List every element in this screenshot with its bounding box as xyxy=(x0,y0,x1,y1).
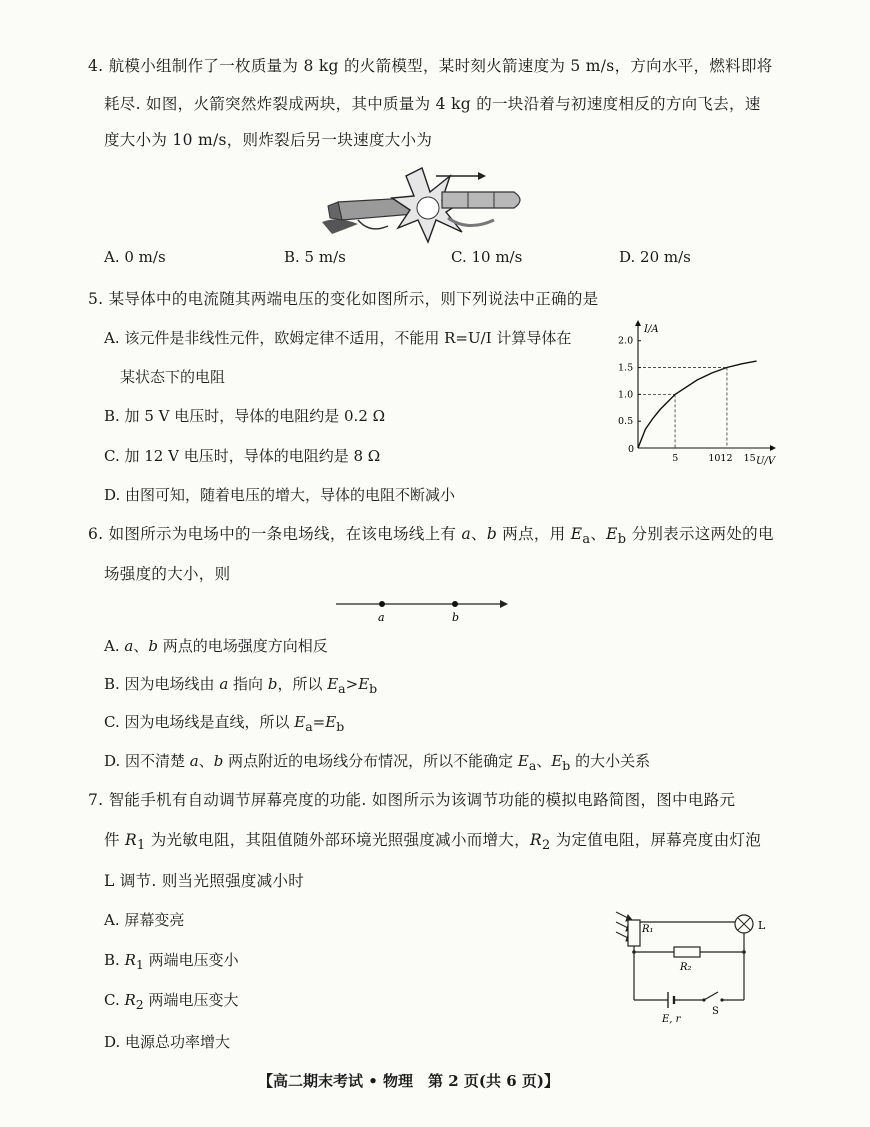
iu-chart xyxy=(610,318,780,468)
x-axis-label: U/V xyxy=(756,456,776,467)
q5-option-b: B. 加 5 V 电压时，导体的电阻约是 0.2 Ω xyxy=(104,407,386,425)
y-axis-arrow xyxy=(635,320,641,326)
q4-line2: 耗尽. 如图，火箭突然炸裂成两块，其中质量为 4 kg 的一块沿着与初速度相反的方向飞去，速 xyxy=(104,95,761,113)
r1-resistor xyxy=(628,920,640,946)
circuit-diagram xyxy=(608,902,778,1028)
q7-option-a: A. 屏幕变亮 xyxy=(104,911,185,929)
y-tick-label: 2.0 xyxy=(618,335,634,347)
y-axis-label: I/A xyxy=(644,324,659,335)
q6-option-a: A. a、b 两点的电场强度方向相反 xyxy=(104,637,328,655)
r2-resistor xyxy=(674,947,700,957)
point-a-dot xyxy=(379,601,385,607)
q4-line3: 度大小为 10 m/s，则炸裂后另一块速度大小为 xyxy=(104,131,433,149)
x-axis-arrow xyxy=(770,445,776,451)
q4-line1: 4. 航模小组制作了一枚质量为 8 kg 的火箭模型，某时刻火箭速度为 5 m/s，方向水平，燃料即将 xyxy=(88,57,773,75)
q6-option-c: C. 因为电场线是直线，所以 $E_a=E_b$ xyxy=(104,713,345,734)
switch-icon xyxy=(704,992,718,1000)
q7-line2: 件 $R_1$ 为光敏电阻，其阻值随外部环境光照强度减小而增大，$R_2$ 为定值电阻，屏幕亮度由灯泡 xyxy=(104,831,762,854)
lamp-label: L xyxy=(758,919,766,932)
q4-option-b: B. 5 m/s xyxy=(284,248,346,266)
q7-line1: 7. 智能手机有自动调节屏幕亮度的功能. 如图所示为该调节功能的模拟电路简图，图中电路元 xyxy=(88,791,736,809)
q6-line1: 6. 如图所示为电场中的一条电场线，在该电场线上有 a、b 两点，用 $E_a$、$E_b$ 分别表示这两处的电 xyxy=(88,525,774,548)
q6-option-d: D. 因不清楚 a、b 两点附近的电场线分布情况，所以不能确定 $E_a$、$E_b$ 的大小关系 xyxy=(104,752,651,773)
q5-stem: 5. 某导体中的电流随其两端电压的变化如图所示，则下列说法中正确的是 xyxy=(88,290,599,308)
point-b-dot xyxy=(452,601,458,607)
q7-line3: L 调节. 则当光照强度减小时 xyxy=(104,872,305,890)
x-tick-label: 1012 xyxy=(708,453,733,464)
x-tick-label: 15 xyxy=(743,453,756,464)
q6-option-b: B. 因为电场线由 a 指向 b，所以 $E_a>E_b$ xyxy=(104,675,378,696)
q7-option-c: C. $R_2$ 两端电压变大 xyxy=(104,991,239,1012)
switch-label: S xyxy=(712,1006,719,1017)
q5-option-a-line1: A. 该元件是非线性元件，欧姆定律不适用，不能用 R=U/I 计算导体在 xyxy=(104,329,572,347)
q6-line2: 场强度的大小，则 xyxy=(104,565,231,583)
q7-option-d: D. 电源总功率增大 xyxy=(104,1033,231,1051)
y-tick-label: 1.5 xyxy=(618,362,634,374)
q4-option-d: D. 20 m/s xyxy=(619,248,691,266)
y-tick-label: 0.5 xyxy=(618,416,634,428)
q5-option-a-line2: 某状态下的电阻 xyxy=(120,368,226,386)
q7-option-b: B. $R_1$ 两端电压变小 xyxy=(104,951,239,972)
y-tick-label: 1.0 xyxy=(618,389,634,401)
rocket-explosion-figure xyxy=(318,162,530,244)
origin-label: 0 xyxy=(628,444,635,455)
q4-option-a: A. 0 m/s xyxy=(104,248,166,266)
x-tick-label: 5 xyxy=(672,453,679,464)
r1-label: R₁ xyxy=(642,924,654,935)
q5-option-c: C. 加 12 V 电压时，导体的电阻约是 8 Ω xyxy=(104,447,381,465)
q4-option-c: C. 10 m/s xyxy=(451,248,523,266)
q5-option-d: D. 由图可知，随着电压的增大，导体的电阻不断减小 xyxy=(104,486,456,504)
point-b-label: b xyxy=(452,611,460,624)
point-a-label: a xyxy=(378,611,385,624)
battery-label: E, r xyxy=(662,1014,681,1025)
field-line-figure xyxy=(332,594,514,624)
iu-curve xyxy=(638,361,757,448)
r2-label: R₂ xyxy=(680,962,692,973)
page-footer: 【高二期末考试 • 物理 第 2 页(共 6 页)】 xyxy=(258,1072,559,1090)
